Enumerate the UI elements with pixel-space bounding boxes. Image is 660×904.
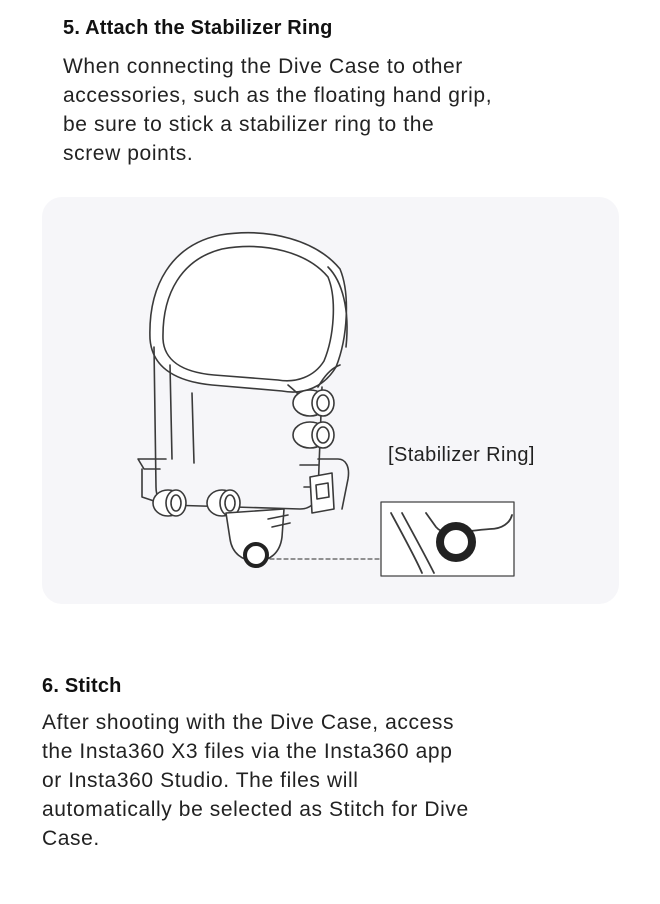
dive-case-lens-dome <box>150 233 347 392</box>
section-6-body-line: the Insta360 X3 files via the Insta360 app <box>42 740 453 763</box>
dive-case-front-buttons <box>153 490 240 516</box>
section-6-body-line: or Insta360 Studio. The files will <box>42 769 359 792</box>
dive-case-illustration <box>42 197 619 604</box>
section-5-body <box>63 52 633 168</box>
section-6-body-line: Case. <box>42 827 100 850</box>
stabilizer-ring-on-case <box>245 544 267 566</box>
section-5-body-line: accessories, such as the floating hand grip, <box>63 84 493 107</box>
section-6-title: 6. Stitch <box>42 675 122 697</box>
section-6-body-line: automatically be selected as Stitch for Dive <box>42 798 469 821</box>
dive-case-latch <box>310 473 334 513</box>
dive-case-side-buttons <box>293 390 334 448</box>
callout-zoom-box <box>381 502 514 576</box>
section-6-body-line: After shooting with the Dive Case, access <box>42 711 455 734</box>
section-5-body-line: screw points. <box>63 142 194 165</box>
section-5-title: 5. Attach the Stabilizer Ring <box>63 17 333 39</box>
section-5-body-line: be sure to stick a stabilizer ring to the <box>63 113 435 136</box>
dive-case-mount-base <box>226 509 290 566</box>
stabilizer-ring-figure <box>42 197 619 604</box>
stabilizer-ring-zoomed <box>440 526 472 558</box>
section-6-body <box>42 708 632 853</box>
stabilizer-ring-label: [Stabilizer Ring] <box>388 444 535 466</box>
section-5-body-line: When connecting the Dive Case to other <box>63 55 463 78</box>
